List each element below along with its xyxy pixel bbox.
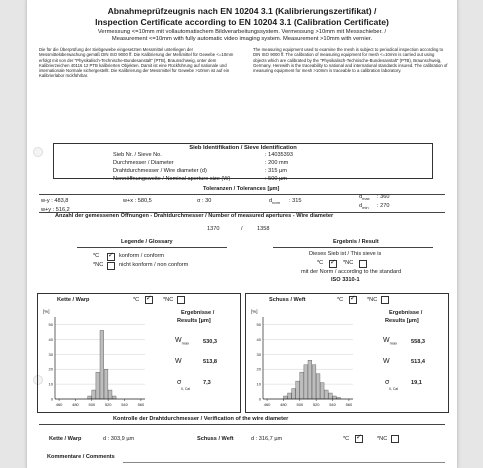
legend-divider [77,247,227,248]
tol-w-plus-x: w+x : 580,5 [123,198,152,204]
result-c-label: *C [317,260,324,266]
tol-d-min: : 270 [377,203,390,209]
tol-d-max: : 360 [377,194,390,200]
result-standard: ISO 3310-1 [331,277,360,283]
wire-c-label: *C [343,436,350,442]
warp-bar [88,396,92,399]
warp-x-tick-label: 460 [55,402,63,407]
weft-bar [304,365,308,399]
weft-x-tick-label: 460 [263,402,271,407]
apertures-count-warp: 1370 [207,226,220,232]
diameter-label: Durchmesser / Diameter [113,160,174,166]
warp-x-tick-label: 520 [104,402,112,407]
intro-text-en: The measuring equipment used to examine the mesh is subject to periodical inspection according to DIN ISO 9000 ff. The calibration of measuring equipment for mesh <=10mm is carried out using objects which are calibrated by the "Physikalisch-Technische-Bundesanstalt" (PTB), Braunschweig, Germany. Herewith is the traceability to national and international standards insured. The calibration of measuring equipment for mesh >10mm is traceable to a calibration laboratory. [253,47,448,74]
warp-y-tick-label: 30 [48,351,53,357]
comments-label: Kommentare / Comments [47,454,115,460]
legend-c-mark: *C [93,253,100,259]
warp-bar [104,369,108,399]
warp-c-label: *C [133,297,140,303]
warp-wavg-label: W [175,358,182,365]
wire-warp-value: d : 303,9 µm [103,436,135,442]
weft-bar [324,390,328,399]
weft-wmax-label: $W_{max}$ [383,337,398,346]
subtitle-line2: Measurement <=10mm with fully automatic video imaging system. Measurement >10mm with vernier. [111,36,373,42]
legend-heading: Legende / Glossary [121,239,173,245]
wire-weft-value: d : 316,7 µm [251,436,283,442]
weft-x-tick-label: 500 [296,402,304,407]
weft-wavg-value: 513,4 [411,359,425,365]
warp-x-tick-label: 500 [88,402,96,407]
wire-diameter-label: Drahtdurchmesser / Wire diameter (d) [113,168,207,174]
legend-nc-checkbox [107,262,115,270]
weft-x-tick-label: 560 [345,402,353,407]
weft-bar [292,389,296,399]
legend-c-text: konform / conform [119,253,165,259]
warp-nc-checkbox [177,296,185,304]
weft-x-tick-label: 480 [280,402,287,407]
warp-title: Kette / Warp [57,297,90,303]
warp-sigma-label: σ [177,379,182,386]
warp-bar [108,390,112,399]
tol-d-nom-label: $d_{nom}$ [269,198,280,206]
apertures-separator: / [241,226,243,232]
tolerances-heading: Toleranzen / Tolerances [µm] [203,186,280,192]
warp-sigma-sub: 0, Cal [181,387,191,391]
weft-y-tick-label: 20 [256,366,261,372]
warp-results-title2: Results [µm] [177,318,211,324]
weft-sigma-label: σ [385,379,390,386]
weft-wavg-label: W [383,358,390,365]
tol-d-max-label: $d_{max}$ [359,194,370,202]
sieve-identification-box [53,143,433,179]
weft-bar [308,360,312,399]
warp-x-tick-label: 540 [121,402,128,407]
weft-results-title1: Ergebnisse / [389,310,423,316]
weft-x-tick-label: 540 [329,402,336,407]
subtitle-line1: Vermessung <=10mm mit vollautomatischem Bildverarbeitungssystem. Vermessung >10mm mit Messschieber. / [97,29,387,35]
wire-c-checkbox [355,435,363,443]
wire-nc-checkbox [391,435,399,443]
weft-bar [320,383,324,399]
nominal-aperture-value: : 500 µm [265,176,287,182]
warp-histogram [41,313,151,409]
weft-bar [288,393,292,399]
intro-text-de: Die für die Überprüfung der Siebgewebe eingesetzten Messmittel unterliegen der Messmittelüberwachung gemäß DIN ISO 9000 ff. Die Kalibrierung der Meßmittel für Gewebe <=10mm erfolgt mit von der "Physikalisch-Technische-Bundesanstalt" (PTB), Braunschweig, unter dem Kalibrierzeichen 40116 12 PTB kalibrierten Objekten. Damit ist eine Rückführung auf nationale und internationale Normale sichergestellt. Die Kalibrierung der Messmittel für Gewebe >10mm ist auf ein Kalibrierlabor rückführbar. [39,47,234,79]
certificate-title-en: Inspection Certificate according to EN 10204 3.1 (Calibration Certificate) [95,17,389,27]
tol-d-min-label: $d_{min}$ [359,203,369,211]
warp-results-title1: Ergebnisse / [181,310,215,316]
weft-sigma-sub: 0, Cal [389,387,399,391]
warp-nc-label: *NC [163,297,174,303]
result-c-checkbox [329,260,337,268]
result-line1: Dieses Sieb ist / This sieve is [309,251,382,257]
weft-bar [316,374,320,399]
warp-bar [92,390,96,399]
weft-nc-checkbox [381,296,389,304]
weft-bar [296,381,300,399]
warp-bar [96,372,100,399]
weft-x-tick-label: 520 [312,402,320,407]
weft-bar [312,365,316,399]
weft-title: Schuss / Weft [269,297,306,303]
legend-c-checkbox [107,253,115,261]
warp-x-tick-label: 480 [72,402,79,407]
weft-results-title2: Results [µm] [385,318,419,324]
warp-wmax-label: $W_{max}$ [175,337,190,346]
warp-y-tick-label: 0 [50,396,53,402]
weft-y-tick-label: 40 [256,336,261,342]
warp-y-tick-label: 50 [48,321,53,327]
tol-d-nom: : 315 [289,198,302,204]
wire-control-divider [39,424,445,425]
weft-y-axis-label: [%] [251,309,258,314]
apertures-count-weft: 1358 [257,226,270,232]
tol-w-minus-y: w-y : 483,8 [41,198,69,204]
wire-warp-label: Kette / Warp [49,436,82,442]
warp-y-axis-label: [%] [43,309,50,314]
result-divider [273,247,433,248]
sieve-no-label: Sieb Nr. / Sieve No. [113,152,162,158]
weft-bar [328,393,332,399]
diameter-value: : 200 mm [265,160,289,166]
warp-c-checkbox [145,296,153,304]
nominal-aperture-label: Nennöffnungsweite / Nominal aperture size (W) [113,176,231,182]
warp-sigma-value: 7,3 [203,380,211,386]
punch-hole [33,147,43,157]
weft-y-tick-label: 50 [256,321,261,327]
weft-sigma-value: 19,1 [411,380,422,386]
wire-weft-label: Schuss / Weft [197,436,234,442]
weft-y-tick-label: 10 [256,381,261,387]
wire-control-heading: Kontrolle der Drahtdurchmesser / Verification of the wire diameter [113,416,289,422]
tol-sigma: σ : 30 [197,198,212,204]
certificate-page [26,0,458,468]
result-nc-label: *NC [343,260,354,266]
warp-wmax-value: 530,3 [203,339,217,345]
weft-nc-label: *NC [367,297,378,303]
weft-y-tick-label: 30 [256,351,261,357]
legend-nc-text: nicht konform / non conform [119,262,189,268]
wire-nc-label: *NC [377,436,388,442]
weft-histogram [249,313,359,409]
warp-y-tick-label: 20 [48,366,53,372]
tol-w-plus-y: w+y : 516,2 [41,207,70,213]
result-line2: mit der Norm / according to the standard [301,269,402,275]
certificate-title-de: Abnahmeprüfzeugnis nach EN 10204 3.1 (Kalibrierungszertifikat) / [107,6,377,16]
warp-bar [100,330,104,399]
warp-x-tick-label: 560 [137,402,145,407]
apertures-heading: Anzahl der gemessenen Öffnungen - Drahtdurchmesser / Number of measured apertures - Wire diameter [55,213,334,219]
weft-c-label: *C [337,297,344,303]
sieve-no-value: : 14035393 [265,152,293,158]
result-nc-checkbox [359,260,367,268]
weft-bar [300,372,304,399]
warp-wavg-value: 513,8 [203,359,217,365]
wire-diameter-value: : 315 µm [265,168,287,174]
legend-nc-mark: *NC [93,262,104,268]
weft-y-tick-label: 0 [258,396,261,402]
warp-y-tick-label: 10 [48,381,53,387]
result-heading: Ergebnis / Result [333,239,379,245]
weft-bar [283,396,287,399]
sieve-heading: Sieb Identifikation / Sieve Identification [189,145,297,151]
comments-line [123,462,445,463]
warp-bar [112,396,116,399]
weft-wmax-value: 558,3 [411,339,425,345]
weft-c-checkbox [349,296,357,304]
warp-y-tick-label: 40 [48,336,53,342]
weft-bar [333,396,337,399]
